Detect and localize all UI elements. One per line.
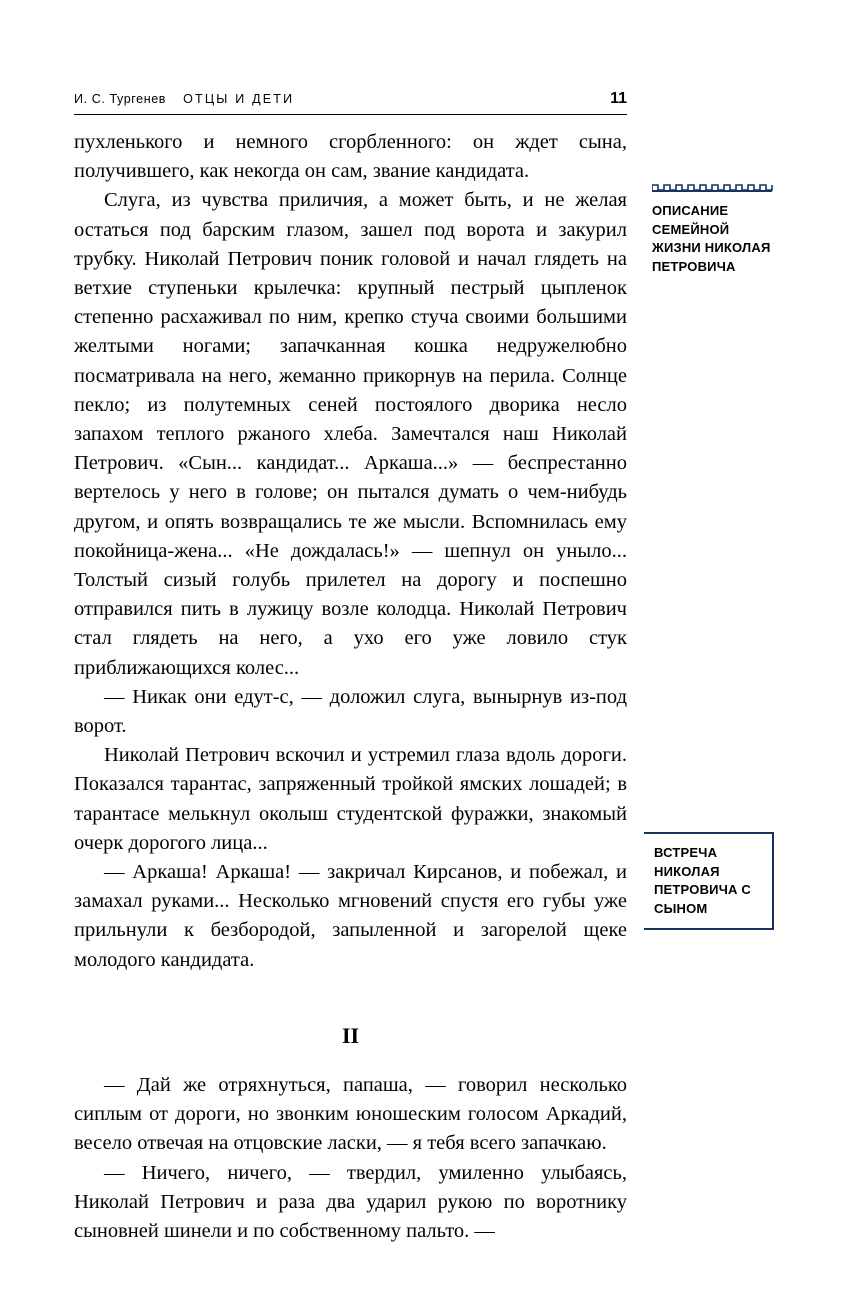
paragraph-dialogue: — Дай же отряхнуться, папаша, — говорил несколько сиплым от дороги, но звонким юношеским голосом Аркадий, весело отвечая на отцовские ласки, — я тебя всего запачкаю.: [74, 1073, 627, 1155]
author-name: И. С. Тургенев: [74, 92, 167, 106]
paragraph-dialogue: — Ничего, ничего, — твердил, умиленно улыбаясь, Николай Петрович и раза два ударил рукою по воротнику сыновней шинели и по собственному пальто. —: [74, 1161, 627, 1242]
text-column: [74, 128, 627, 1246]
paragraph: Николай Петрович вскочил и устремил глаза вдоль дороги. Показался тарантас, запряженный тройкой ямских лошадей; в тарантасе мелькнул околыш студентской фуражки, знакомый очерк дорогого лица...: [74, 744, 627, 854]
running-head-title: [74, 92, 294, 106]
paragraph-dialogue: — Никак они едут-с, — доложил слуга, вынырнув из-под ворот.: [74, 685, 627, 738]
sidenote-description: ОПИСАНИЕ СЕМЕЙНОЙ ЖИЗНИ НИКОЛАЯ ПЕТРОВИЧА: [652, 190, 772, 276]
paragraph: Слуга, из чувства приличия, а может быть, и не желая остаться под барским глазом, зашел под ворота и закурил трубку. Николай Петрович поник головой и начал глядеть на ветхие ступеньки крылечка: крупный пестрый цыпленок степенно расхаживал по ним, крепко стуча своими большими желтыми ногами; запачканная кошка недружелюбно посматривала на него, жеманно прикорнув на перила. Солнце пекло; из полутемных сеней постоялого дворика несло запахом теплого ржаного хлеба. Замечтался наш Николай Петрович. «Сын... кандидат... Аркаша...» — беспрестанно вертелось у него в голове; он пытался думать о чем-нибудь другом, и опять возвращались те же мысли. Вспомнилась ему покойница-жена... «Не дождалась!» — шепнул он уныло... Толстый сизый голубь прилетел на дорогу и поспешно отправился пить в лужицу возле колодца. Николай Петрович стал глядеть на него, а ухо его уже ловило стук приближающихся колес...: [74, 189, 627, 679]
paragraph-dialogue: — Аркаша! Аркаша! — закричал Кирсанов, и побежал, и замахал руками... Несколько мгновений спустя его губы уже прильнули к безбородой, запыленной и загорелой щеке молодого кандидата.: [74, 861, 627, 971]
page-number: 11: [610, 90, 627, 107]
running-head: [74, 90, 627, 115]
chapter-number: II: [341, 1022, 360, 1048]
paragraph-continued: пухленького и немного сгорбленного: он ждет сына, получившего, как некогда он сам, звание кандидата.: [74, 131, 627, 183]
sidenote-meeting: ВСТРЕЧА НИКОЛАЯ ПЕТРОВИЧА С СЫНОМ: [644, 832, 774, 930]
work-title: ОТЦЫ И ДЕТИ: [183, 92, 295, 106]
